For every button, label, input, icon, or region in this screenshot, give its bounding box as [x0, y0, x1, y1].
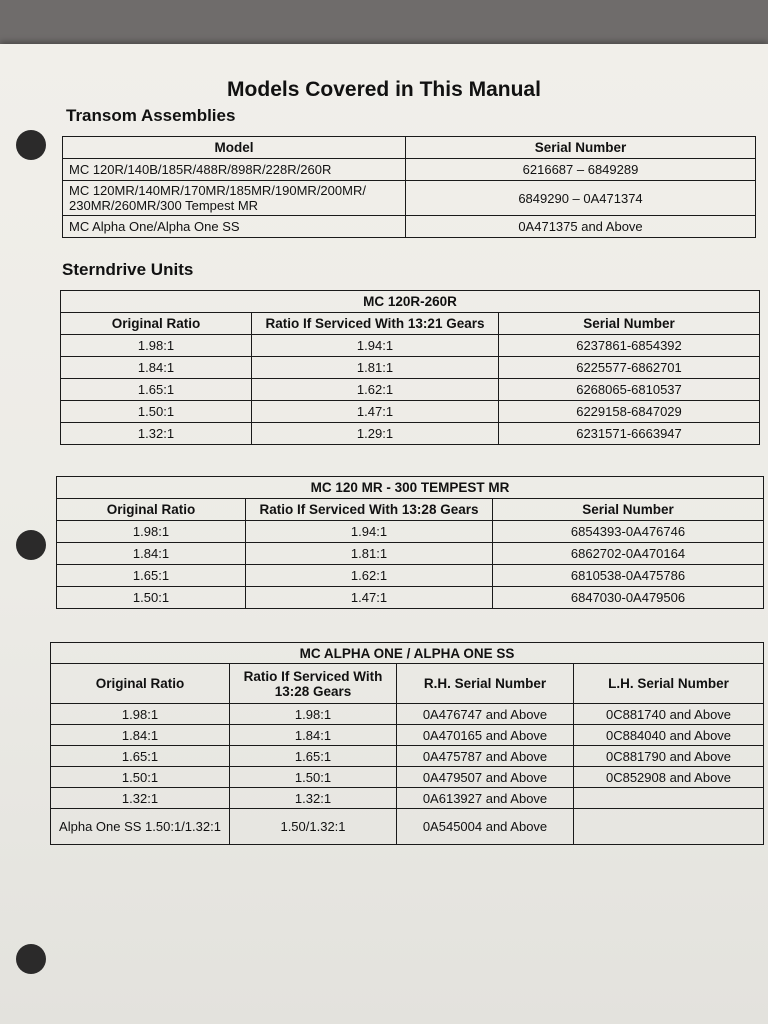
serviced-ratio-cell: 1.62:1: [252, 379, 499, 401]
original-ratio-cell: 1.98:1: [51, 704, 230, 725]
rh-serial-cell: 0A476747 and Above: [397, 704, 574, 725]
serial-cell: 6862702-0A470164: [493, 543, 764, 565]
serial-cell: 6229158-6847029: [499, 401, 760, 423]
table-row: [57, 543, 764, 565]
model-cell: MC 120MR/140MR/170MR/185MR/190MR/200MR/ 230MR/260MR/300 Tempest MR: [63, 181, 406, 216]
original-ratio-cell: 1.50:1: [61, 401, 252, 423]
serviced-ratio-cell: 1.98:1: [230, 704, 397, 725]
binder-hole: [16, 944, 46, 974]
table-row: [57, 565, 764, 587]
serviced-ratio-cell: 1.62:1: [246, 565, 493, 587]
table-row: [61, 401, 760, 423]
model-cell: MC Alpha One/Alpha One SS: [63, 216, 406, 238]
table-row: [61, 335, 760, 357]
table-row: [61, 423, 760, 445]
col-header: Ratio If Serviced With 13:28 Gears: [246, 499, 493, 521]
original-ratio-cell: 1.65:1: [57, 565, 246, 587]
serviced-ratio-cell: 1.47:1: [246, 587, 493, 609]
transom-heading: Transom Assemblies: [66, 106, 236, 125]
transom-table: [62, 136, 756, 238]
serviced-ratio-cell: 1.84:1: [230, 725, 397, 746]
serviced-ratio-cell: 1.94:1: [246, 521, 493, 543]
table-caption: MC ALPHA ONE / ALPHA ONE SS: [51, 643, 764, 664]
original-ratio-cell: 1.50:1: [57, 587, 246, 609]
mc-120mr-300-tempest-table: [56, 476, 764, 609]
page-title: Models Covered in This Manual: [227, 78, 541, 101]
binder-hole: [16, 530, 46, 560]
original-ratio-cell: 1.84:1: [51, 725, 230, 746]
table-row: [61, 357, 760, 379]
model-cell: MC 120R/140B/185R/488R/898R/228R/260R: [63, 159, 406, 181]
rh-serial-cell: 0A545004 and Above: [397, 809, 574, 845]
mc-120r-260r-table: [60, 290, 760, 445]
col-header: Original Ratio: [51, 664, 230, 704]
table-row: [57, 587, 764, 609]
serial-cell: 6847030-0A479506: [493, 587, 764, 609]
lh-serial-cell: [574, 788, 764, 809]
serviced-ratio-cell: 1.47:1: [252, 401, 499, 423]
table-row: [61, 379, 760, 401]
original-ratio-cell: 1.84:1: [61, 357, 252, 379]
binder-hole: [16, 130, 46, 160]
serviced-ratio-cell: 1.65:1: [230, 746, 397, 767]
serial-cell: 6216687 – 6849289: [406, 159, 756, 181]
col-header: Serial Number: [406, 137, 756, 159]
lh-serial-cell: 0C852908 and Above: [574, 767, 764, 788]
col-header: Serial Number: [493, 499, 764, 521]
mc-alpha-one-table: [50, 642, 764, 845]
col-header: Ratio If Serviced With 13:28 Gears: [230, 664, 397, 704]
col-header: Original Ratio: [57, 499, 246, 521]
serial-cell: 6854393-0A476746: [493, 521, 764, 543]
serviced-ratio-cell: 1.81:1: [252, 357, 499, 379]
serial-cell: 0A471375 and Above: [406, 216, 756, 238]
serviced-ratio-cell: 1.50/1.32:1: [230, 809, 397, 845]
col-header: L.H. Serial Number: [574, 664, 764, 704]
original-ratio-cell: 1.32:1: [61, 423, 252, 445]
original-ratio-cell: 1.32:1: [51, 788, 230, 809]
serial-cell: 6268065-6810537: [499, 379, 760, 401]
serial-cell: 6231571-6663947: [499, 423, 760, 445]
sterndrive-heading: Sterndrive Units: [62, 260, 194, 279]
table-row: [51, 809, 764, 845]
table-row: [63, 216, 756, 238]
lh-serial-cell: 0C881740 and Above: [574, 704, 764, 725]
original-ratio-cell: 1.65:1: [51, 746, 230, 767]
table-row: [51, 725, 764, 746]
lh-serial-cell: [574, 809, 764, 845]
serviced-ratio-cell: 1.29:1: [252, 423, 499, 445]
table-row: [63, 159, 756, 181]
original-ratio-cell: 1.50:1: [51, 767, 230, 788]
rh-serial-cell: 0A475787 and Above: [397, 746, 574, 767]
lh-serial-cell: 0C881790 and Above: [574, 746, 764, 767]
lh-serial-cell: 0C884040 and Above: [574, 725, 764, 746]
original-ratio-cell: Alpha One SS 1.50:1/1.32:1: [51, 809, 230, 845]
rh-serial-cell: 0A613927 and Above: [397, 788, 574, 809]
serial-cell: 6810538-0A475786: [493, 565, 764, 587]
table-row: [51, 704, 764, 725]
serviced-ratio-cell: 1.94:1: [252, 335, 499, 357]
serviced-ratio-cell: 1.32:1: [230, 788, 397, 809]
rh-serial-cell: 0A479507 and Above: [397, 767, 574, 788]
original-ratio-cell: 1.98:1: [57, 521, 246, 543]
serial-cell: 6237861-6854392: [499, 335, 760, 357]
table-caption: MC 120R-260R: [61, 291, 760, 313]
col-header: R.H. Serial Number: [397, 664, 574, 704]
original-ratio-cell: 1.98:1: [61, 335, 252, 357]
table-row: [63, 181, 756, 216]
table-caption: MC 120 MR - 300 TEMPEST MR: [57, 477, 764, 499]
col-header: Ratio If Serviced With 13:21 Gears: [252, 313, 499, 335]
col-header: Serial Number: [499, 313, 760, 335]
table-row: [51, 788, 764, 809]
original-ratio-cell: 1.84:1: [57, 543, 246, 565]
col-header: Model: [63, 137, 406, 159]
col-header: Original Ratio: [61, 313, 252, 335]
rh-serial-cell: 0A470165 and Above: [397, 725, 574, 746]
serial-cell: 6849290 – 0A471374: [406, 181, 756, 216]
table-row: [51, 767, 764, 788]
serviced-ratio-cell: 1.50:1: [230, 767, 397, 788]
serial-cell: 6225577-6862701: [499, 357, 760, 379]
table-row: [51, 746, 764, 767]
serviced-ratio-cell: 1.81:1: [246, 543, 493, 565]
original-ratio-cell: 1.65:1: [61, 379, 252, 401]
table-row: [57, 521, 764, 543]
